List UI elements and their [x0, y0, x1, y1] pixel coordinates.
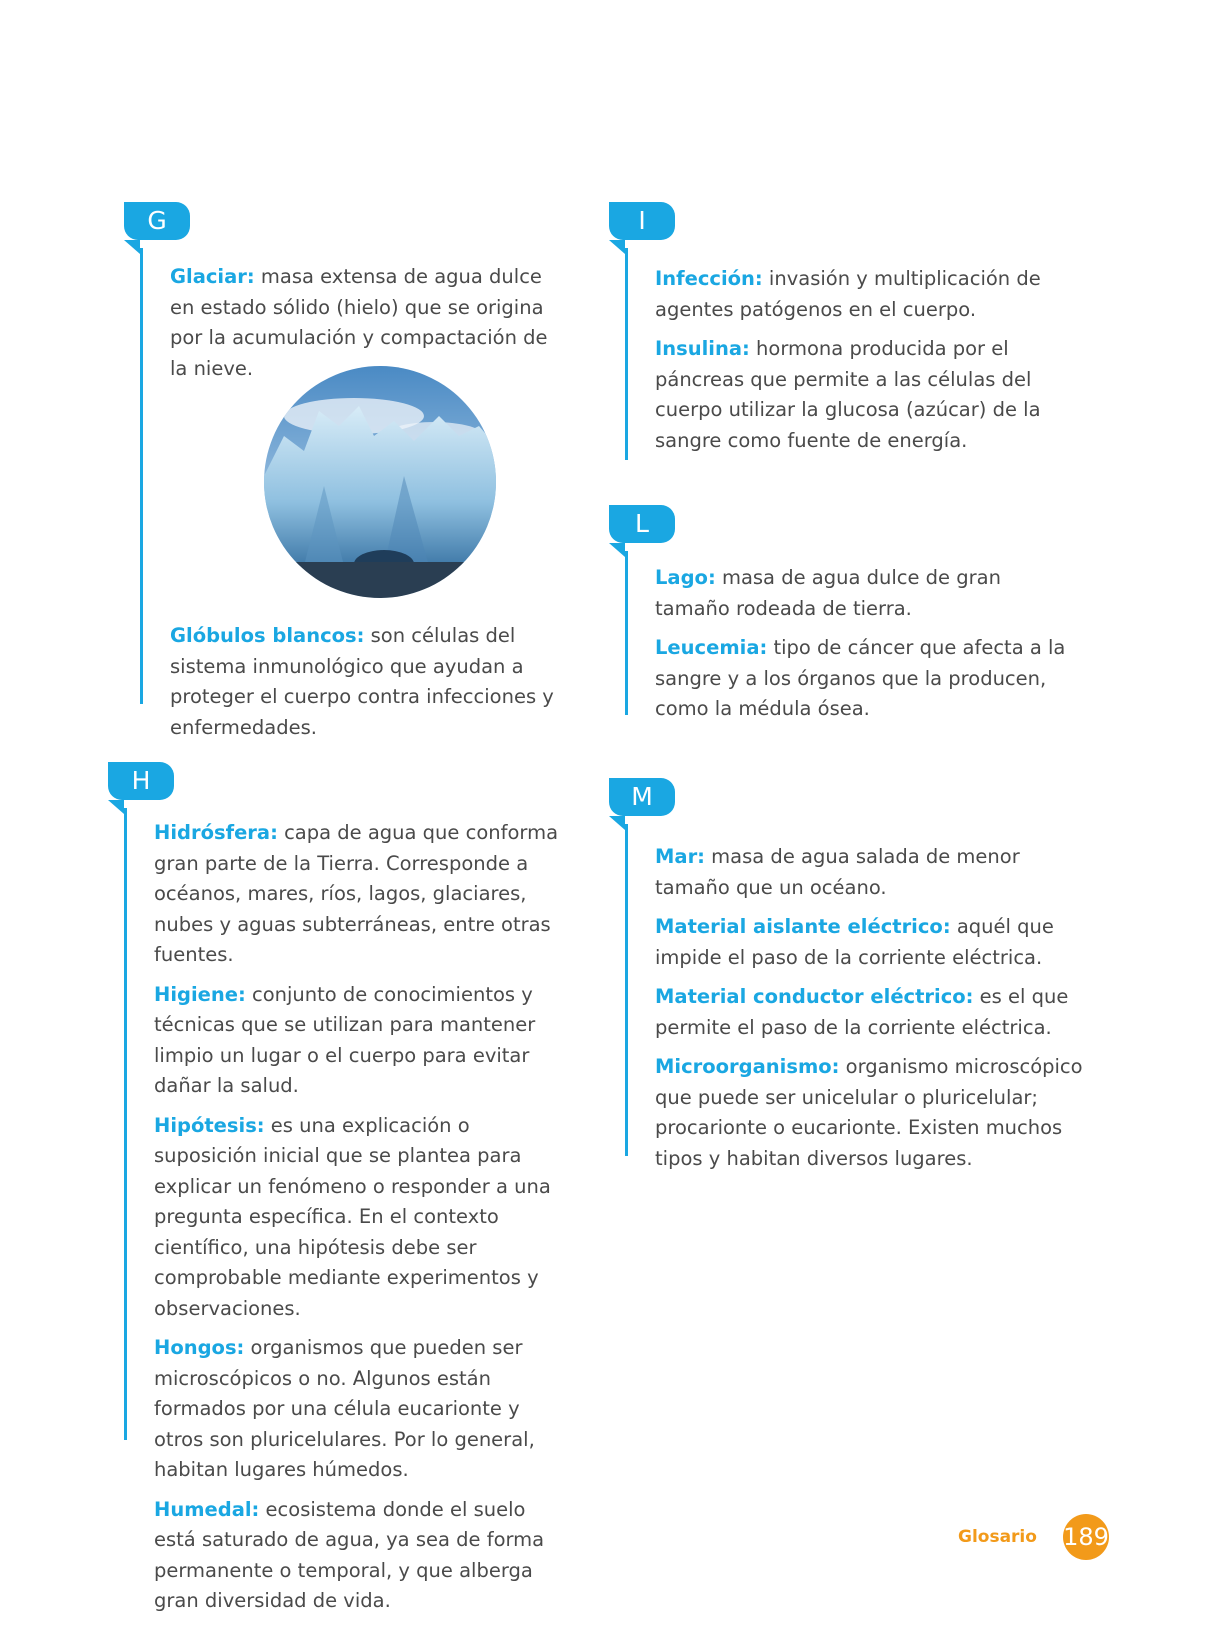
glossary-entry: Mar: masa de agua salada de menor tamaño que un océano. [655, 845, 1020, 899]
section-line-l [625, 551, 628, 715]
entries-g-bottom [170, 621, 570, 752]
glossary-entry: Glaciar: masa extensa de agua dulce en estado sólido (hielo) que se origina por la acumulación y compactación de la nieve. [170, 265, 548, 380]
letter-badge-l: L [609, 505, 675, 543]
entries-l [655, 563, 1073, 734]
page-number: 189 [1063, 1514, 1109, 1560]
entries-h [154, 818, 572, 1626]
glossary-entry: Insulina: hormona producida por el páncreas que permite a las células del cuerpo utilizar la glucosa (azúcar) de la sangre como fuente de energía. [655, 337, 1041, 452]
glacier-photo [264, 366, 496, 598]
section-g [124, 202, 584, 739]
section-m [609, 778, 1089, 1170]
section-l [609, 505, 1079, 720]
letter-badge-h: H [108, 762, 174, 800]
glossary-entry: Hongos: organismos que pueden ser microscópicos o no. Algunos están formados por una célula eucarionte y otros son pluricelulares. Por lo general, habitan lugares húmedos. [154, 1336, 535, 1481]
section-line-i [625, 248, 628, 460]
section-i [609, 202, 1079, 462]
glossary-entry: Material aislante eléctrico: aquél que impide el paso de la corriente eléctrica. [655, 915, 1054, 969]
section-line-g [140, 248, 143, 704]
section-h [108, 762, 578, 1612]
section-line-m [625, 824, 628, 1156]
glossary-entry: Microorganismo: organismo microscópico que puede ser unicelular o pluricelular; procarionte o eucarionte. Existen muchos tipos y habitan diversos lugares. [655, 1055, 1083, 1170]
glossary-entry: Hipótesis: es una explicación o suposición inicial que se plantea para explicar un fenómeno o responder a una pregunta específica. En el contexto científico, una hipótesis debe ser comprobable mediante experimentos y observaciones. [154, 1113, 551, 1320]
glossary-entry: Humedal: ecosistema donde el suelo está saturado de agua, ya sea de forma permanente o temporal, y que alberga gran diversidad de vida. [154, 1497, 545, 1612]
footer-section-label: Glosario [958, 1527, 1037, 1547]
entries-m [655, 842, 1085, 1183]
glossary-entry: Material conductor eléctrico: es el que permite el paso de la corriente eléctrica. [655, 985, 1069, 1039]
glossary-entry: Lago: masa de agua dulce de gran tamaño rodeada de tierra. [655, 566, 1001, 620]
glossary-entry: Higiene: conjunto de conocimientos y técnicas que se utilizan para mantener limpio un lugar o el cuerpo para evitar dañar la salud. [154, 982, 536, 1097]
glossary-entry: Hidrósfera: capa de agua que conforma gran parte de la Tierra. Corresponde a océanos, mares, ríos, lagos, glaciares, nubes y aguas subterráneas, entre otras fuentes. [154, 821, 559, 966]
letter-badge-g: G [124, 202, 190, 240]
entries-i [655, 264, 1073, 465]
letter-badge-m: M [609, 778, 675, 816]
section-line-h [124, 808, 127, 1440]
letter-badge-i: I [609, 202, 675, 240]
glossary-entry: Glóbulos blancos: son células del sistema inmunológico que ayudan a proteger el cuerpo contra infecciones y enfermedades. [170, 624, 554, 739]
glossary-entry: Leucemia: tipo de cáncer que afecta a la sangre y a los órganos que la producen, como la médula ósea. [655, 636, 1066, 720]
glossary-entry: Infección: invasión y multiplicación de agentes patógenos en el cuerpo. [655, 267, 1041, 321]
